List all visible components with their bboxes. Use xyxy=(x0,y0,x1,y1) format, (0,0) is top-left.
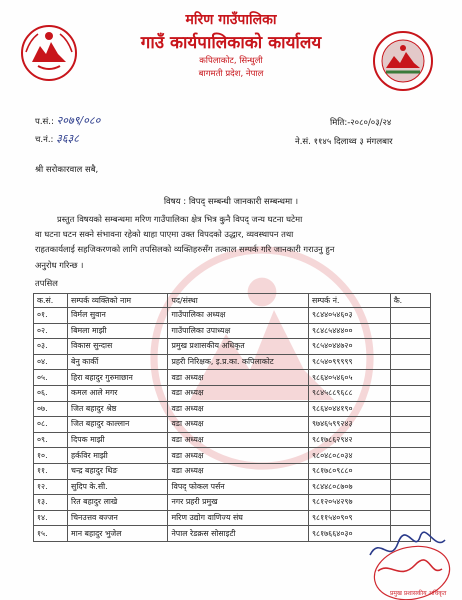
cell-position: मरिण उद्योग वाणिज्य संघ xyxy=(168,510,309,526)
office-name: गाउँ कार्यपालिकाको कार्यालय xyxy=(140,33,322,53)
cell-serial: १३. xyxy=(34,495,68,511)
cell-name: बिमला माझी xyxy=(68,323,168,339)
cell-remarks xyxy=(390,463,430,479)
cell-serial: ०३. xyxy=(34,339,68,355)
col-name: सम्पर्क व्यक्तिको नाम xyxy=(68,294,168,308)
cell-remarks xyxy=(390,354,430,370)
cell-remarks xyxy=(390,401,430,417)
cell-name: मान बहादुर भुजेल xyxy=(68,526,168,542)
addressee: श्री सरोकारवाल सबै, xyxy=(35,165,99,175)
stamp-role-text: प्रमुख प्रशासकीय अधिकृत xyxy=(390,590,447,597)
table-row xyxy=(34,339,431,355)
tapsil-label: तपसिल xyxy=(35,278,58,288)
contact-table xyxy=(33,293,431,542)
cell-phone: ९८६४०५४६०५ xyxy=(308,370,390,386)
table-row xyxy=(34,463,431,479)
table-row xyxy=(34,323,431,339)
cell-name: सुदिप के.सी. xyxy=(68,479,168,495)
cell-phone: ९७४६५९९२४३ xyxy=(308,417,390,433)
cell-remarks xyxy=(390,308,430,324)
cell-name: रित बहादुर लाखे xyxy=(68,495,168,511)
cell-serial: ०५. xyxy=(34,370,68,386)
date-value: २०८०/०३/२४ xyxy=(350,118,392,128)
table-row xyxy=(34,401,431,417)
signature-stamp-icon xyxy=(360,525,452,600)
cell-name: कमल आले मगर xyxy=(68,385,168,401)
cell-position: वडा अध्यक्ष xyxy=(168,401,309,417)
cell-remarks xyxy=(390,417,430,433)
cell-position: वडा अध्यक्ष xyxy=(168,385,309,401)
table-row xyxy=(34,448,431,464)
cell-position: गाउँपालिका अध्यक्ष xyxy=(168,308,309,324)
letter-date xyxy=(330,117,391,128)
cell-phone: ९८१७६६४०३० xyxy=(308,526,390,542)
cell-position: प्रहरी निरिक्षक, इ.प्र.का. कपिलाकोट xyxy=(168,354,309,370)
body-line-4: अनुरोध गरिन्छ । xyxy=(35,260,84,270)
cell-position: वडा अध्यक्ष xyxy=(168,370,309,386)
date-label: मिति:- xyxy=(330,118,351,128)
cell-remarks xyxy=(390,432,430,448)
col-position: पद/संस्था xyxy=(168,294,309,308)
cell-name: जित बहादुर श्रेष्ठ xyxy=(68,401,168,417)
body-line-2: वा घटना घटन सक्ने संभावना रहेको थाहा पाएमा उक्त विपदको उद्धार, व्यवस्थापन तथा xyxy=(35,229,294,239)
pa-value: २०७९/०८० xyxy=(56,114,101,127)
cell-name: बेनु कार्की xyxy=(68,354,168,370)
pa-label: प.सं.: xyxy=(35,117,54,127)
cell-phone: ९८१७८०९८८० xyxy=(308,463,390,479)
subject-line: विषय : विपद् सम्बन्धी जानकारी सम्बन्धमा । xyxy=(163,197,299,207)
municipality-name: मरिण गाउँपालिका xyxy=(185,12,277,28)
cell-position: वडा अध्यक्ष xyxy=(168,417,309,433)
letter-ref-pa xyxy=(35,113,100,128)
cell-name: चिनउत्तव बज्जन xyxy=(68,510,168,526)
cell-position: वडा अध्यक्ष xyxy=(168,463,309,479)
cell-name: विर्मल सुवान xyxy=(68,308,168,324)
cell-position: गाउँपालिका उपाध्यक्ष xyxy=(168,323,309,339)
cell-phone: ९८४५८८९६८८ xyxy=(308,385,390,401)
cell-phone: ९८१२०५४२९७ xyxy=(308,495,390,511)
cell-position: प्रमुख प्रशासकीय अधिकृत xyxy=(168,339,309,355)
office-location: कपिलाकोट, सिन्धुली xyxy=(199,56,263,66)
cell-serial: ०४. xyxy=(34,354,68,370)
table-row xyxy=(34,510,431,526)
cell-position: वडा अध्यक्ष xyxy=(168,432,309,448)
col-phone: सम्पर्क नं. xyxy=(308,294,390,308)
nepal-sambat-date: ने.सं. ११४५ दिलाथ्व ३ मंगलबार xyxy=(295,137,393,147)
table-row xyxy=(34,432,431,448)
cell-remarks xyxy=(390,510,430,526)
table-body xyxy=(34,308,431,542)
cell-serial: ०९. xyxy=(34,432,68,448)
cell-phone: ९८४४८०८७०७ xyxy=(308,479,390,495)
cell-remarks xyxy=(390,339,430,355)
cha-label: च.नं.: xyxy=(35,135,54,145)
table-row xyxy=(34,479,431,495)
table-row xyxy=(34,354,431,370)
table-row xyxy=(34,385,431,401)
cell-remarks xyxy=(390,323,430,339)
cha-value: ३६३८ xyxy=(56,132,79,145)
cell-name: हिरा बहादुर गुरुमाछान xyxy=(68,370,168,386)
table-row xyxy=(34,495,431,511)
cell-serial: १५. xyxy=(34,526,68,542)
cell-remarks xyxy=(390,479,430,495)
cell-position: विपद् फोकल पर्सन xyxy=(168,479,309,495)
cell-serial: ०८. xyxy=(34,417,68,433)
cell-serial: ०६. xyxy=(34,385,68,401)
cell-position: नेपाल रेडक्रस सोसाइटी xyxy=(168,526,309,542)
body-line-3: राहतकार्यलाई सहजिकरणको लागि तपसिलको व्यक्तिहरुसँग तत्काल सम्पर्क गरि जानकारी गराउनु हुन xyxy=(35,244,335,254)
cell-phone: ९८५४०४४७२० xyxy=(308,339,390,355)
cell-serial: ०१. xyxy=(34,308,68,324)
cell-phone: ९८०४८०८०३४ xyxy=(308,448,390,464)
cell-remarks xyxy=(390,385,430,401)
cell-phone: ९८५४०९९९९९ xyxy=(308,354,390,370)
cell-serial: ०७. xyxy=(34,401,68,417)
cell-phone: ९८४८५४४४०० xyxy=(308,323,390,339)
cell-serial: १०. xyxy=(34,448,68,464)
table-row xyxy=(34,308,431,324)
cell-phone: ९८४४०५४६०३ xyxy=(308,308,390,324)
cell-serial: ०२. xyxy=(34,323,68,339)
cell-serial: १२. xyxy=(34,479,68,495)
cell-remarks xyxy=(390,448,430,464)
cell-name: विकास सुन्दास xyxy=(68,339,168,355)
cell-name: हर्कविर माझी xyxy=(68,448,168,464)
cell-phone: ९८१७८६२९४२ xyxy=(308,432,390,448)
col-serial: क.सं. xyxy=(34,294,68,308)
table-row xyxy=(34,370,431,386)
cell-name: दिपक माझी xyxy=(68,432,168,448)
cell-phone: ९८११५४०९०९ xyxy=(308,510,390,526)
cell-position: नगर प्रहरी प्रमुख xyxy=(168,495,309,511)
body-line-1: प्रस्तुत विषयको सम्बन्धमा मरिण गाउँपालिका क्षेत्र भित्र कुनै विपद् जन्य घटना घटेमा xyxy=(57,214,303,224)
office-province: बागमती प्रदेश, नेपाल xyxy=(198,69,264,79)
cell-serial: १४. xyxy=(34,510,68,526)
cell-name: जित बहादुर काल्लान xyxy=(68,417,168,433)
cell-remarks xyxy=(390,495,430,511)
cell-phone: ९८६४०४४१९० xyxy=(308,401,390,417)
cell-position: वडा अध्यक्ष xyxy=(168,448,309,464)
cell-name: चन्द्र बहादुर थिङ xyxy=(68,463,168,479)
letter-ref-cha xyxy=(35,131,79,146)
table-header-row xyxy=(34,294,431,308)
table-row xyxy=(34,417,431,433)
col-remarks: कै. xyxy=(390,294,430,308)
cell-remarks xyxy=(390,370,430,386)
cell-serial: ११. xyxy=(34,463,68,479)
